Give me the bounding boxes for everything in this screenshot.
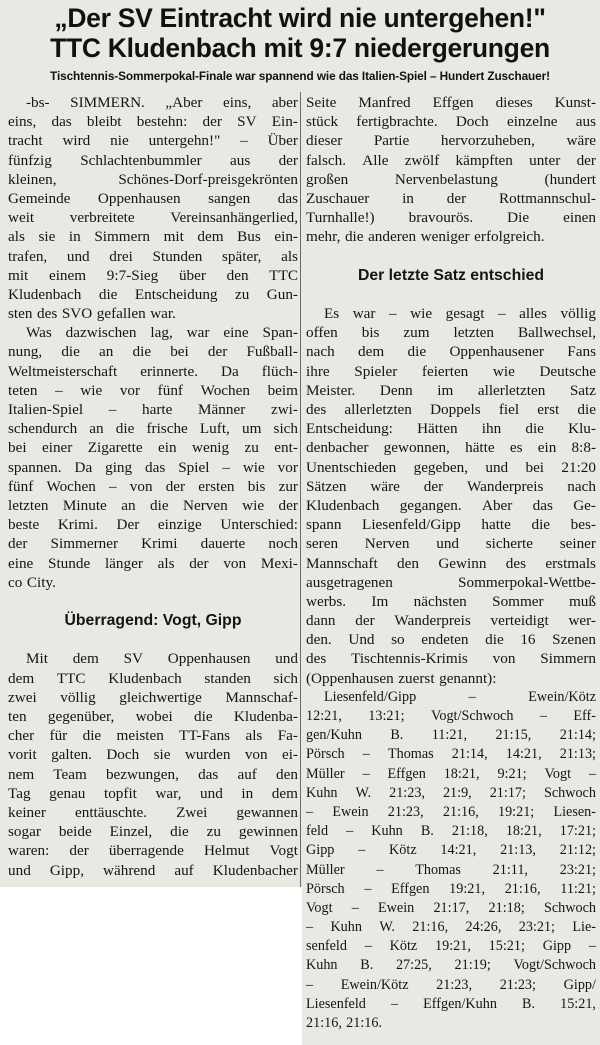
results-line: Pörsch – Effgen 19:21, 21:16, 11:21; (306, 880, 596, 897)
paragraph-spacer (8, 630, 298, 649)
text-line: fünfzig Schlachtenbummler aus der (8, 151, 298, 169)
text-line: weit verbreitete Vereinsanhängerlied, (8, 209, 298, 227)
paragraph-spacer (306, 285, 596, 304)
text-line: spann Liesenfeld/Gipp hatte die bes- (306, 516, 596, 534)
text-line: Mannschaft den Gewinn des erstmals (306, 554, 596, 572)
results-line: – Ewein 21:23, 21:16, 19:21; Liesen- (306, 803, 596, 820)
text-line: Mit dem SV Oppenhausen und (26, 650, 298, 668)
text-line: letzten Minute an die Nerven wie der (8, 496, 298, 514)
text-line: spannen. Da ging das Spiel – wie vor (8, 458, 298, 476)
text-line: Zuschauer in der Rottmannschul- (306, 189, 596, 207)
text-line: (Oppenhausen zuerst genannt): (306, 669, 497, 687)
results-line: gen/Kuhn B. 11:21, 21:15, 21:14; (306, 727, 596, 744)
text-line: sten des SVO gefallen war. (8, 305, 176, 323)
text-line: eine Stunde länger als der von Mexi- (8, 554, 298, 572)
text-line: des Tischtennis-Krimis von Simmern (306, 650, 596, 668)
text-line: zwei völlig gleichwertige Mannschaf- (8, 688, 298, 706)
text-line: trafen, und drei Stunden später, als (8, 247, 298, 265)
text-line: Entscheidung: Hätten ihn die Klu- (306, 420, 596, 438)
results-line: feld – Kuhn B. 21:18, 18:21, 17:21; (306, 823, 596, 840)
results-line: 12:21, 13:21; Vogt/Schwoch – Eff- (306, 708, 596, 724)
text-line: Gemeinde Oppenhausen sangen das (8, 189, 298, 207)
results-line: 21:16, 21:16. (306, 1015, 382, 1031)
text-line: Seite Manfred Effgen dieses Kunst- (306, 94, 596, 111)
text-line: Italien-Spiel – harte Männer zwi- (8, 401, 298, 418)
text-line: Kludenbach die Entscheidung zu Gun- (8, 285, 298, 303)
text-line: nach dem die Oppenhausener Fans (306, 343, 596, 361)
results-line: Pörsch – Thomas 21:14, 14:21, 21:13; (306, 746, 596, 763)
subheadline: Tischtennis-Sommerpokal-Finale war spannend wie das Italien-Spiel – Hundert Zuschauer! (50, 69, 550, 83)
text-line: dieser Partie hervorzuheben, wäre (306, 132, 596, 150)
text-line: nem Team bezwungen, das auf den (8, 765, 298, 783)
text-line: Kludenbach gegangen. Aber das Ge- (306, 496, 596, 514)
text-line: Was dazwischen lag, war eine Span- (26, 324, 298, 342)
text-line: Es war – wie gesagt – alles völlig (324, 305, 596, 323)
results-line: Kuhn B. 27:25, 21:19; Vogt/Schwoch (306, 957, 596, 974)
text-line: nung, die an die bei der Fußball- (8, 343, 298, 361)
text-line: Tag genau topfit war, und in dem (8, 784, 298, 802)
headline-line-2: TTC Kludenbach mit 9:7 niedergerungen (50, 33, 550, 63)
text-line: vorit galten. Doch sie wurden von ei- (8, 746, 298, 764)
text-line: dann der Wanderpreis verteidigt wer- (306, 612, 596, 630)
text-line: stück fertigbrachte. Doch einzelne aus (306, 113, 596, 131)
text-line: denbacher gewonnen, hätte es ein 8:8- (306, 439, 596, 457)
text-line: mit einem 9:7-Sieg über den TTC (8, 266, 298, 284)
results-line: Gipp – Kötz 14:21, 21:13, 21:12; (306, 842, 596, 859)
results-line: Vogt – Ewein 21:17, 21:18; Schwoch (306, 899, 596, 916)
text-line: falsch. Alle zwölf kämpften unter der (306, 151, 596, 169)
results-line: – Ewein/Kötz 21:23, 21:23; Gipp/ (306, 976, 596, 993)
text-line: Sätzen wäre der Wanderpreis nach (306, 477, 596, 495)
text-line: des allerletzten Doppels fiel erst die (306, 401, 596, 418)
text-line: als sie in Simmern mit dem Bus ein- (8, 228, 298, 246)
text-line: ten gegenüber, wobei die Kludenba- (8, 708, 298, 725)
text-line: seren Nerven und sicherte seiner (306, 535, 596, 553)
results-line: senfeld – Kötz 19:21, 15:21; Gipp – (306, 938, 596, 955)
text-line: Turnhalle!) bravourös. Die einen (306, 209, 596, 227)
text-line: sogar beide Einzel, die zu gewinnen (8, 823, 298, 841)
text-line: Unentschieden gegeben, und bei 21:20 (306, 458, 596, 476)
results-line: – Kuhn W. 21:16, 24:26, 23:21; Lie- (306, 919, 596, 936)
text-line: Weltmeisterschaft erinnerte. Da flüch- (8, 362, 298, 380)
text-line: fünf Wochen – von der ersten bis zur (8, 477, 298, 495)
text-line: -bs- SIMMERN. „Aber eins, aber (26, 94, 298, 111)
text-line: werbs. Im nächsten Sommer muß (306, 592, 596, 610)
results-line: Kuhn W. 21:23, 21:9, 21:17; Schwoch (306, 784, 596, 801)
text-line: schendurch an die frische Luft, um sich (8, 420, 298, 438)
text-line: cher für die meisten TT-Fans als Fa- (8, 727, 298, 745)
paragraph-spacer (306, 247, 596, 266)
text-line: dem TTC Kludenbach standen sich (8, 669, 298, 687)
section-heading: Überragend: Vogt, Gipp (64, 612, 242, 630)
text-line: eins, das bleibt bestehn: der SV Ein- (8, 113, 298, 131)
text-line: keiner enttäuschte. Zwei gewannen (8, 803, 298, 821)
text-line: ausgetragenen Sommerpokal-Wettbe- (306, 573, 596, 591)
text-line: mehr, die anderen weniger erfolgreich. (306, 228, 545, 246)
text-line: teten – wie vor fünf Wochen beim (8, 381, 298, 399)
text-line: den. Und so endeten die 16 Szenen (306, 631, 596, 649)
article-column-right (306, 93, 596, 1033)
text-line: und Gipp, während auf Kludenbacher (8, 861, 298, 879)
text-line: der Simmerner Krimi dauerte noch (8, 535, 298, 553)
text-line: ihre Spieler feierten wie Deutsche (306, 362, 596, 380)
results-line: Liesenfeld/Gipp – Ewein/Kötz (324, 688, 596, 705)
text-line: bei einer Zigarette ein wenig zu ent- (8, 439, 298, 457)
section-heading: Der letzte Satz entschied (357, 266, 545, 284)
text-line: co City. (8, 573, 56, 591)
results-line: Liesenfeld – Effgen/Kuhn B. 15:21, (306, 995, 596, 1012)
paragraph-spacer (8, 592, 298, 611)
text-line: waren: der überragende Helmut Vogt (8, 842, 298, 860)
results-line: Müller – Effgen 18:21, 9:21; Vogt – (306, 765, 596, 782)
text-line: tracht wird nie untergehn!" – Über (8, 132, 298, 150)
text-line: Meister. Denn im allerletzten Satz (306, 381, 596, 399)
text-line: kleinen, Schönes-Dorf-preisgekrönten (8, 170, 298, 188)
text-line: offen bis zum letzten Ballwechsel, (306, 324, 596, 342)
column-divider (300, 92, 301, 887)
headline-line-1: „Der SV Eintracht wird nie untergehen!" (54, 3, 546, 33)
text-line: beste Krimi. Der einzige Unterschied: (8, 516, 298, 534)
results-line: Müller – Thomas 21:11, 23:21; (306, 861, 596, 878)
article-column-left (8, 93, 298, 880)
text-line: großen Nervenbelastung (hundert (306, 170, 596, 188)
